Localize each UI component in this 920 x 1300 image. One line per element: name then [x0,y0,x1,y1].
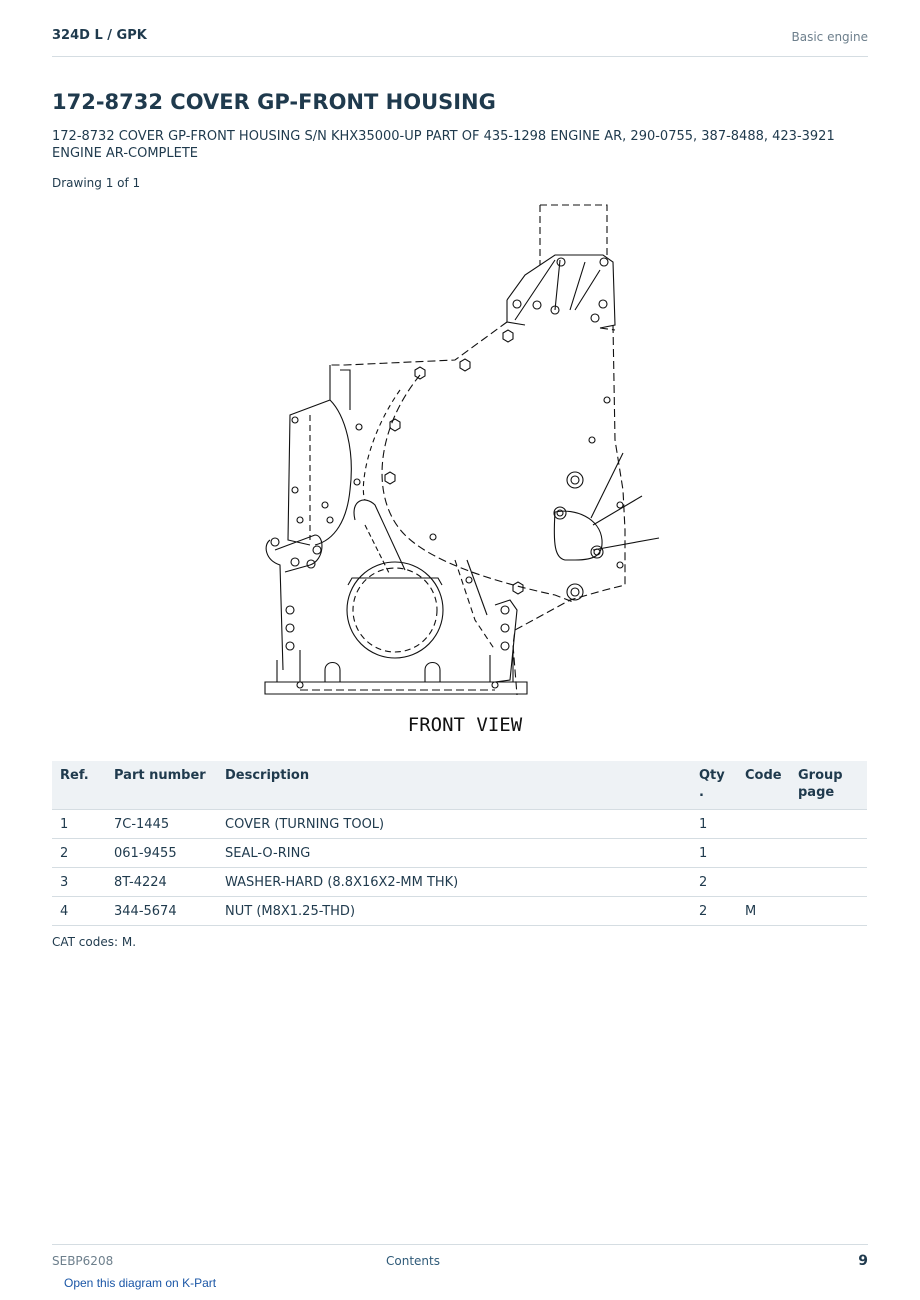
drawing-count: Drawing 1 of 1 [52,176,141,190]
part-number-cell: 8T-4224 [106,868,217,897]
cat-codes-note: CAT codes: M. [52,935,137,949]
col-code: Code [737,761,790,810]
col-qty: Qty . [691,761,737,810]
part-number-cell: 344-5674 [106,897,217,926]
table-row [52,839,867,868]
ref-cell: 1 [52,810,106,839]
document-id: SEBP6208 [52,1254,114,1268]
group-page-cell [790,810,867,839]
code-cell: M [737,897,790,926]
page-title: 172-8732 COVER GP-FRONT HOUSING [52,90,496,114]
description-cell: COVER (TURNING TOOL) [217,810,691,839]
page-number: 9 [858,1253,868,1269]
qty-cell: 1 [691,839,737,868]
code-cell [737,810,790,839]
page-header [52,28,868,57]
col-description: Description [217,761,691,810]
part-description: 172-8732 COVER GP-FRONT HOUSING S/N KHX35000-UP PART OF 435-1298 ENGINE AR, 290-0755, 387-8488, 423-3921 ENGINE AR-COMPLETE [52,129,835,161]
part-number-cell: 7C-1445 [106,810,217,839]
kpart-link[interactable]: Open this diagram on K-Part [64,1276,217,1290]
group-page-cell [790,839,867,868]
section-name: Basic engine [791,30,868,44]
description-cell: SEAL-O-RING [217,839,691,868]
parts-table [52,761,867,926]
code-cell [737,868,790,897]
col-ref: Ref. [52,761,106,810]
table-row [52,897,867,926]
qty-cell: 2 [691,897,737,926]
qty-cell: 1 [691,810,737,839]
part-number-cell: 061-9455 [106,839,217,868]
code-cell [737,839,790,868]
col-group-page: Group page [790,761,867,810]
table-row [52,868,867,897]
description-cell: NUT (M8X1.25-THD) [217,897,691,926]
qty-cell: 2 [691,868,737,897]
table-row [52,810,867,839]
contents-link[interactable]: Contents [386,1254,440,1268]
table-header-row [52,761,867,810]
page-footer [52,1244,868,1269]
ref-cell: 2 [52,839,106,868]
ref-cell: 4 [52,897,106,926]
drawing-caption: FRONT VIEW [407,714,523,736]
front-housing-drawing [255,200,675,745]
ref-cell: 3 [52,868,106,897]
model-breadcrumb: 324D L / GPK [52,28,147,43]
col-part-number: Part number [106,761,217,810]
description-cell: WASHER-HARD (8.8X16X2-MM THK) [217,868,691,897]
group-page-cell [790,897,867,926]
group-page-cell [790,868,867,897]
